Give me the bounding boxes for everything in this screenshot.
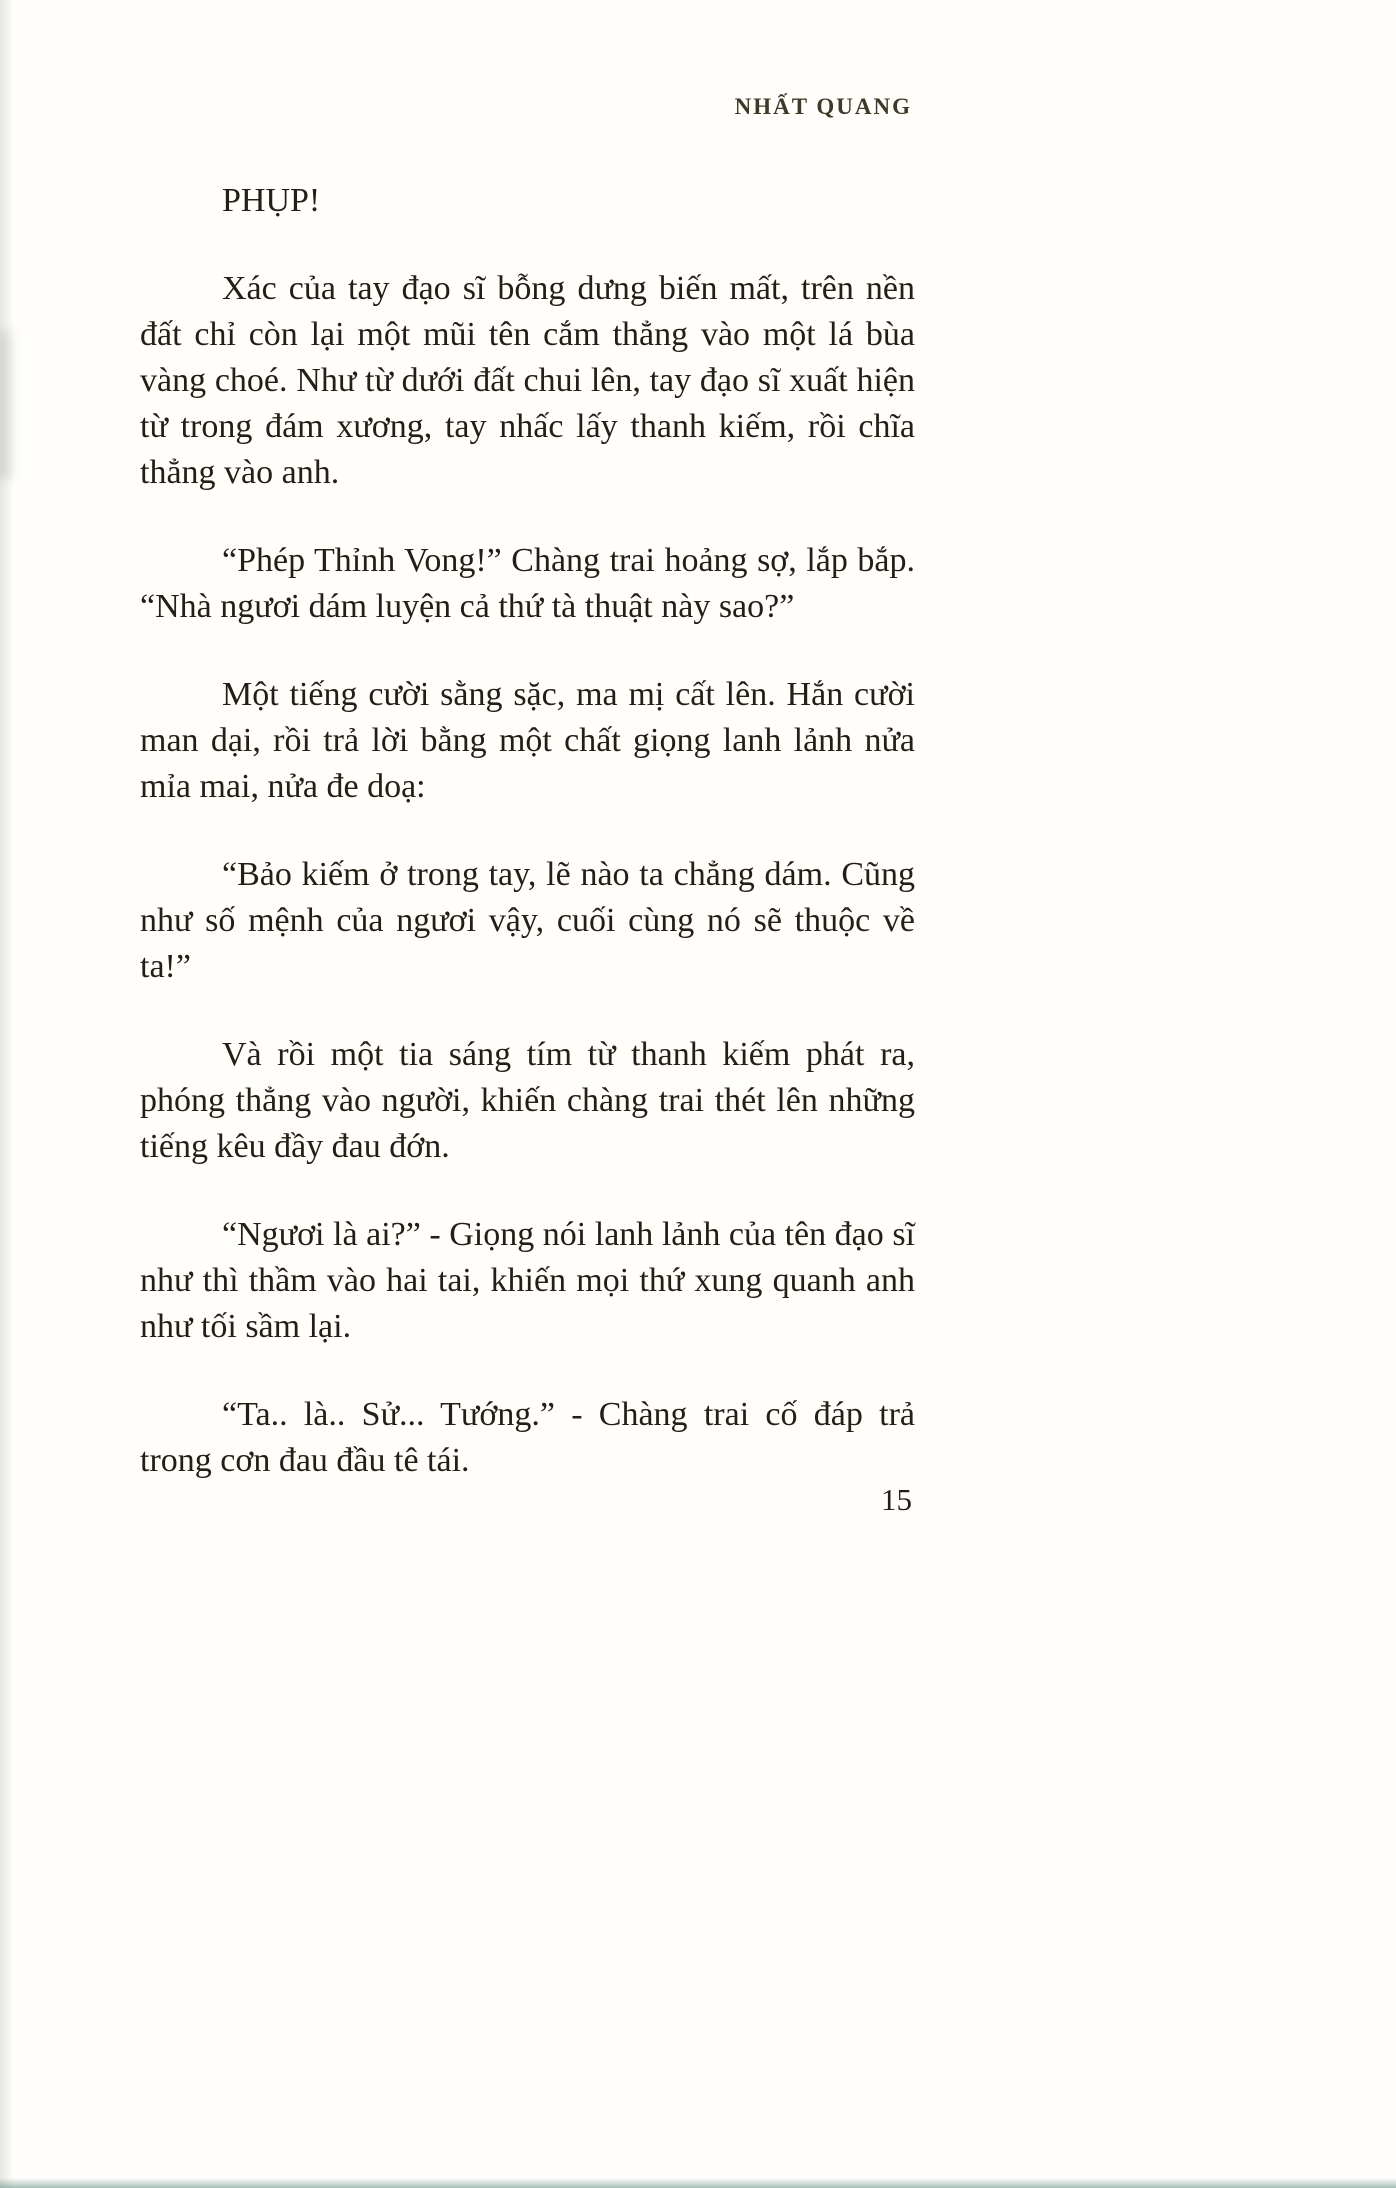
page-left-edge-shadow bbox=[0, 0, 14, 2188]
paragraph-tia-sang: Và rồi một tia sáng tím từ thanh kiếm phát ra, phóng thẳng vào người, khiến chàng trai thét lên những tiếng kêu đầy đau đớn. bbox=[140, 1036, 915, 1165]
paragraph-tieng-cuoi: Một tiếng cười sằng sặc, ma mị cất lên. Hắn cười man dại, rồi trả lời bằng một chất giọng lanh lảnh nửa mỉa mai, nửa đe doạ: bbox=[140, 676, 915, 805]
paragraph-phep-thinh-vong: “Phép Thỉnh Vong!” Chàng trai hoảng sợ, lắp bắp. “Nhà ngươi dám luyện cả thứ tà thuật này sao?” bbox=[140, 542, 915, 625]
paragraph-phup: PHỤP! bbox=[222, 182, 321, 219]
body-text bbox=[140, 178, 915, 1526]
paragraph-su-tuong: “Ta.. là.. Sử... Tướng.” - Chàng trai cố đáp trả trong cơn đau đầu tê tái. bbox=[140, 1396, 915, 1479]
paragraph-xac: Xác của tay đạo sĩ bỗng dưng biến mất, trên nền đất chỉ còn lại một mũi tên cắm thẳng vào một lá bùa vàng choé. Như từ dưới đất chui lên, tay đạo sĩ xuất hiện từ trong đám xương, tay nhấc lấy thanh kiếm, rồi chĩa thẳng vào anh. bbox=[140, 270, 915, 491]
page-number: 15 bbox=[881, 1482, 912, 1517]
running-header: NHẤT QUANG bbox=[734, 94, 912, 119]
scan-smudge bbox=[0, 330, 12, 480]
page-bottom-edge-shadow bbox=[0, 2178, 1396, 2188]
paragraph-bao-kiem: “Bảo kiếm ở trong tay, lẽ nào ta chẳng dám. Cũng như số mệnh của ngươi vậy, cuối cùng nó sẽ thuộc về ta!” bbox=[140, 856, 915, 985]
paragraph-nguoi-la-ai: “Ngươi là ai?” - Giọng nói lanh lảnh của tên đạo sĩ như thì thầm vào hai tai, khiến mọi thứ xung quanh anh như tối sầm lại. bbox=[140, 1216, 915, 1345]
